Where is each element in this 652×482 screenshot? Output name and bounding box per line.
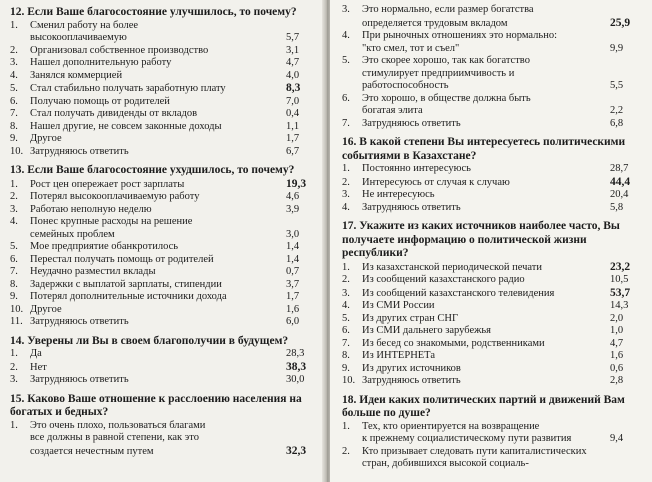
answer-text: Кто призывает следовать пути капиталистических стран, добившихся высокой социаль-	[362, 445, 587, 469]
answer-number: 1.	[342, 261, 350, 273]
answer-text: Сменил работу на более	[30, 19, 139, 31]
answer-text: Из бесед со знакомыми, родственниками	[362, 337, 545, 349]
answer-row	[10, 204, 320, 217]
answer-text: Из других стран СНГ	[362, 312, 459, 324]
answer-number: 8.	[10, 120, 18, 132]
answer-text: Из сообщений казахстанского телевидения	[362, 287, 555, 299]
question-title: 15. Каково Ваше отношение к расслоению населения на богатых и бедных?	[10, 392, 302, 418]
answer-number: 3.	[342, 287, 350, 299]
answer-text: Из других источников	[362, 362, 461, 374]
question-12	[10, 0, 320, 158]
answer-number: 3.	[10, 57, 18, 68]
answer-text: Из ИНТЕРНЕТа	[362, 350, 435, 361]
answer-row	[342, 68, 644, 81]
answer-text: Затрудняюсь ответить	[30, 316, 129, 327]
answer-row	[342, 433, 644, 446]
answer-number: 6.	[10, 95, 18, 107]
answer-percent: 23,2	[610, 260, 631, 273]
answer-percent: 4,7	[286, 57, 300, 68]
answer-row	[342, 176, 644, 190]
answer-row	[10, 32, 320, 45]
answer-row	[10, 191, 320, 204]
answer-row	[342, 202, 644, 215]
answer-row	[342, 43, 644, 56]
answer-row	[10, 108, 320, 121]
answer-row	[10, 216, 320, 229]
answer-row	[10, 133, 320, 146]
answer-percent: 6,0	[286, 316, 300, 327]
answer-row	[10, 45, 320, 58]
answer-text: работоспособность	[362, 80, 449, 91]
answer-percent: 20,4	[610, 189, 629, 200]
answer-row	[342, 338, 644, 351]
right-page	[330, 0, 652, 482]
answer-text: Да	[30, 348, 42, 359]
answer-row	[342, 55, 644, 68]
answer-row	[342, 17, 644, 31]
answer-percent: 2,0	[610, 312, 624, 324]
answer-number: 2.	[10, 191, 18, 202]
answer-number: 9.	[10, 133, 18, 144]
answer-percent: 4,0	[286, 69, 300, 81]
answer-number: 4.	[342, 30, 350, 41]
answer-percent: 4,6	[286, 191, 300, 202]
answer-number: 4.	[10, 69, 18, 81]
answer-text: Тех, кто ориентируется на возвращение	[362, 420, 540, 432]
answer-number: 10.	[10, 145, 24, 157]
answer-number: 5.	[342, 312, 350, 324]
answer-row	[342, 313, 644, 326]
question-title: 18. Идеи каких политических партий и движений Вам больше по душе?	[342, 393, 625, 419]
answer-text: Затрудняюсь ответить	[30, 374, 129, 385]
answer-row	[10, 82, 320, 96]
answer-text: Из СМИ дальнего зарубежья	[362, 325, 491, 336]
answer-number: 8.	[342, 350, 350, 361]
question-title: 16. В какой степени Вы интересуетесь политическими событиями в Казахстане?	[342, 136, 626, 162]
answer-number: 11.	[10, 316, 23, 327]
answer-row	[342, 80, 644, 93]
answer-number: 7.	[342, 337, 350, 349]
answer-row	[10, 229, 320, 242]
answer-number: 9.	[10, 291, 18, 302]
answer-text: все должны в равной степени, как это	[30, 432, 199, 443]
answer-row	[342, 261, 644, 275]
answer-number: 1.	[10, 19, 18, 31]
answer-row	[10, 348, 320, 361]
answer-number: 2.	[342, 176, 350, 188]
answer-row	[10, 96, 320, 109]
answer-number: 3.	[342, 4, 350, 15]
answer-number: 6.	[10, 253, 18, 265]
answer-text: Интересуюсь от случая к случаю	[362, 176, 510, 188]
answer-text: Затрудняюсь ответить	[362, 375, 461, 386]
answer-number: 3.	[10, 374, 18, 385]
answer-number: 4.	[342, 300, 350, 311]
answer-percent: 3,1	[286, 44, 300, 56]
question-15	[10, 393, 320, 459]
answer-row	[342, 287, 644, 301]
answer-row	[342, 93, 644, 106]
answer-percent: 10,5	[610, 274, 629, 285]
answer-percent: 7,0	[286, 95, 300, 107]
answer-number: 2.	[10, 361, 18, 373]
answer-row	[342, 446, 644, 471]
answer-number: 7.	[10, 108, 18, 119]
question-title: 14. Уверены ли Вы в своем благополучии в будущем?	[10, 334, 289, 347]
answer-text: "кто смел, тот и съел"	[362, 42, 460, 54]
answer-row	[10, 279, 320, 292]
answer-row	[342, 421, 644, 434]
answer-text: богатая элита	[362, 105, 423, 116]
answer-percent: 28,3	[286, 348, 305, 359]
question-17	[342, 220, 644, 388]
answer-number: 1.	[342, 163, 350, 174]
answer-percent: 1,6	[610, 350, 624, 361]
answer-row	[10, 316, 320, 329]
answer-row	[10, 361, 320, 375]
answer-percent: 2,2	[610, 105, 624, 116]
answer-text: высокооплачиваемую	[30, 32, 127, 43]
answer-percent: 8,3	[286, 82, 301, 94]
answer-row	[10, 445, 320, 459]
answer-text: Потерял дополнительные источники дохода	[30, 291, 227, 302]
answer-percent: 1,1	[286, 120, 300, 132]
answer-percent: 4,7	[610, 337, 624, 349]
answer-percent: 25,9	[610, 16, 631, 29]
answer-number: 6.	[342, 325, 350, 336]
answer-percent: 1,7	[286, 291, 300, 302]
answer-number: 1.	[10, 178, 18, 190]
answer-percent: 9,4	[610, 433, 624, 444]
answer-text: Рост цен опережает рост зарплаты	[30, 178, 185, 190]
question-16	[342, 136, 644, 214]
answer-text: Затрудняюсь ответить	[362, 201, 461, 213]
answer-text: к прежнему социалистическому пути развития	[362, 433, 572, 444]
answer-number: 7.	[10, 266, 18, 277]
answer-text: Это очень плохо, пользоваться благами	[30, 419, 206, 431]
answer-number: 7.	[342, 117, 350, 129]
answer-percent: 28,7	[610, 163, 629, 174]
answer-percent: 6,8	[610, 117, 624, 129]
answer-percent: 0,7	[286, 266, 300, 277]
answer-text: Это скорее хорошо, так как богатство	[362, 55, 530, 66]
answer-percent: 5,8	[610, 201, 624, 213]
answer-row	[342, 105, 644, 118]
answer-percent: 1,4	[286, 241, 300, 252]
answer-number: 4.	[10, 216, 18, 227]
answer-row	[342, 118, 644, 131]
question-15-continued	[342, 0, 644, 130]
answer-row	[342, 163, 644, 176]
answer-number: 3.	[10, 203, 18, 215]
answer-row	[10, 432, 320, 445]
answer-percent: 0,6	[610, 362, 624, 374]
answer-text: Мое предприятие обанкротилось	[30, 241, 179, 252]
answer-number: 3.	[342, 189, 350, 200]
answer-text: Затрудняюсь ответить	[30, 145, 129, 157]
answer-text: Из сообщений казахстанского радио	[362, 274, 525, 285]
answer-text: Нет	[30, 361, 47, 373]
question-title: 12. Если Ваше благосостояние улучшилось, то почему?	[10, 6, 297, 18]
answer-percent: 32,3	[286, 444, 307, 457]
answer-number: 1.	[10, 419, 18, 431]
answer-row	[342, 350, 644, 363]
answer-percent: 3,0	[286, 228, 300, 240]
answer-text: определяется трудовым вкладом	[362, 17, 508, 29]
answer-number: 10.	[342, 375, 356, 386]
answer-number: 4.	[342, 201, 350, 213]
answer-text: Другое	[30, 133, 62, 144]
answer-text: Задержки с выплатой зарплаты, стипендии	[30, 278, 222, 290]
answer-text: Из казахстанской периодической печати	[362, 261, 542, 273]
answer-row	[10, 178, 320, 192]
answer-text: Получаю помощь от родителей	[30, 95, 170, 107]
answer-number: 10.	[10, 303, 24, 315]
answer-number: 2.	[342, 445, 350, 457]
answer-number: 5.	[342, 55, 350, 66]
question-13	[10, 164, 320, 329]
answer-row	[10, 266, 320, 279]
answer-text: Неудачно разместил вклады	[30, 266, 156, 277]
answer-text: Занялся коммерцией	[30, 69, 123, 81]
answer-row	[10, 241, 320, 254]
answer-text: Затрудняюсь ответить	[362, 117, 461, 129]
answer-row	[10, 20, 320, 33]
answer-number: 2.	[342, 274, 350, 285]
answer-text: создается нечестным путем	[30, 445, 154, 457]
answer-text: Понес крупные расходы на решение	[30, 216, 193, 227]
answer-number: 5.	[10, 241, 18, 252]
answer-text: Нашел дополнительную работу	[30, 57, 172, 68]
answer-number: 6.	[342, 92, 350, 104]
answer-row	[10, 304, 320, 317]
answer-text: Из СМИ России	[362, 300, 435, 311]
answer-number: 9.	[342, 362, 350, 374]
question-title: 13. Если Ваше благосостояние ухудшилось, то почему?	[10, 164, 295, 176]
answer-percent: 2,8	[610, 375, 624, 386]
question-18	[342, 394, 644, 471]
answer-text: Стал стабильно получать заработную плату	[30, 83, 226, 94]
answer-percent: 9,9	[610, 42, 624, 54]
question-title: 17. Укажите из каких источников наиболее часто, Вы получаете информацию о политической жизни республики?	[342, 220, 620, 259]
answer-row	[10, 420, 320, 433]
answer-row	[342, 4, 644, 17]
answer-row	[10, 374, 320, 387]
answer-percent: 5,7	[286, 32, 300, 43]
answer-row	[342, 30, 644, 43]
answer-row	[10, 291, 320, 304]
answer-number: 5.	[10, 83, 18, 94]
answer-row	[342, 325, 644, 338]
answer-percent: 1,0	[610, 325, 624, 336]
answer-percent: 5,5	[610, 80, 624, 91]
answer-row	[342, 300, 644, 313]
answer-row	[342, 375, 644, 388]
answer-row	[10, 70, 320, 83]
answer-percent: 19,3	[286, 177, 307, 190]
answer-percent: 53,7	[610, 286, 631, 299]
answer-row	[10, 121, 320, 134]
answer-row	[342, 363, 644, 376]
answer-percent: 1,7	[286, 133, 300, 144]
answer-percent: 1,4	[286, 253, 300, 265]
answer-text: Работаю неполную неделю	[30, 203, 152, 215]
answer-text: Нашел другие, не совсем законные доходы	[30, 120, 222, 132]
answer-percent: 14,3	[610, 300, 629, 311]
answer-text: Постоянно интересуюсь	[362, 163, 471, 174]
answer-percent: 0,4	[286, 108, 300, 119]
answer-text: стимулирует предприимчивость и	[362, 67, 515, 79]
answer-row	[10, 57, 320, 70]
answer-text: Это нормально, если размер богатства	[362, 4, 534, 15]
answer-text: Не интересуюсь	[362, 189, 435, 200]
answer-number: 8.	[10, 278, 18, 290]
answer-text: При рыночных отношениях это нормально:	[362, 30, 557, 41]
answer-number: 2.	[10, 44, 18, 56]
answer-text: Другое	[30, 303, 62, 315]
answer-row	[10, 254, 320, 267]
question-14	[10, 335, 320, 387]
answer-percent: 44,4	[610, 175, 631, 188]
answer-text: Стал получать дивиденды от вкладов	[30, 108, 198, 119]
answer-row	[342, 189, 644, 202]
answer-text: Потерял высокооплачиваемую работу	[30, 191, 200, 202]
answer-text: семейных проблем	[30, 228, 115, 240]
answer-text: Организовал собственное производство	[30, 44, 209, 56]
answer-number: 1.	[342, 420, 350, 432]
answer-row	[10, 146, 320, 159]
answer-row	[342, 274, 644, 287]
answer-number: 1.	[10, 348, 18, 359]
answer-percent: 1,6	[286, 303, 300, 315]
answer-percent: 6,7	[286, 145, 300, 157]
answer-percent: 38,3	[286, 360, 307, 373]
answer-percent: 30,0	[286, 374, 305, 385]
answer-percent: 3,7	[286, 278, 300, 290]
answer-percent: 3,9	[286, 203, 300, 215]
answer-text: Перестал получать помощь от родителей	[30, 253, 214, 265]
answer-text: Это хорошо, в обществе должна быть	[362, 92, 531, 104]
